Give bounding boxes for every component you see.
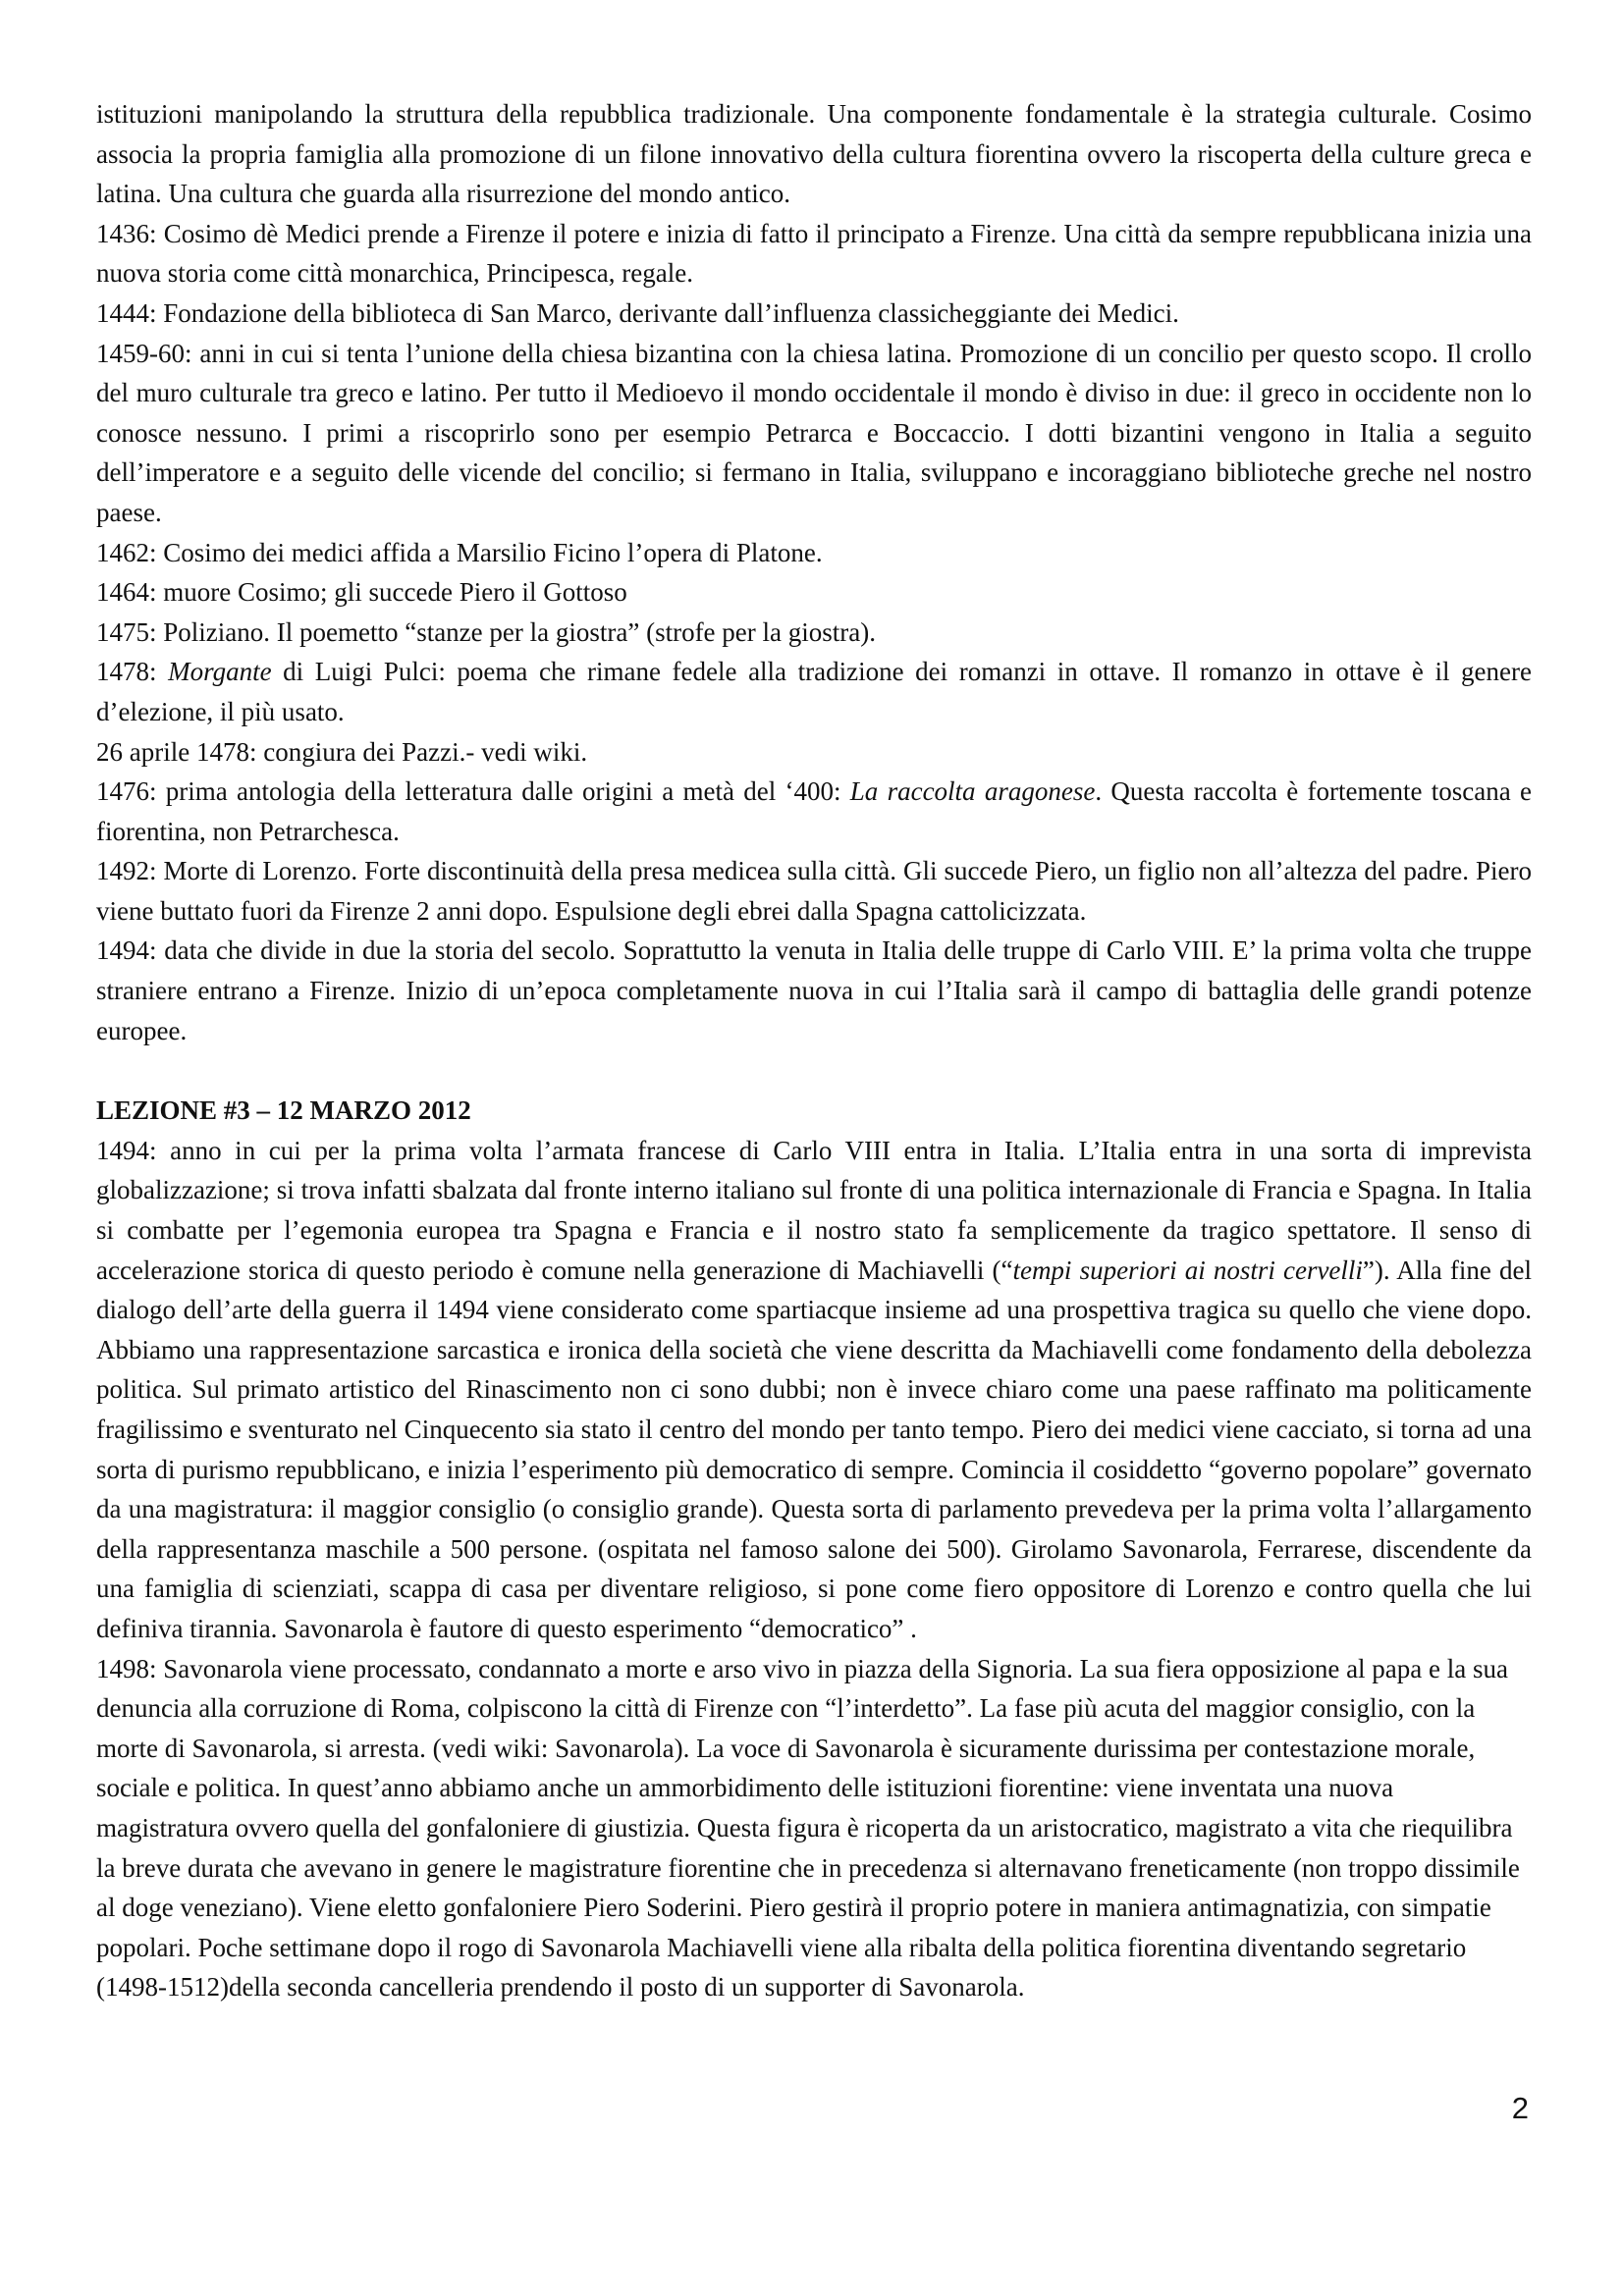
paragraph-lesson-1498: 1498: Savonarola viene processato, condannato a morte e arso vivo in piazza della Signoria. La sua fiera opposizione al papa e la sua denuncia alla corruzione di Roma, colpiscono la città di Firenze con “l’interdetto”. La fase più acuta del maggior consiglio, con la morte di Savonarola, si arresta. (vedi wiki: Savonarola). La voce di Savonarola è sicuramente durissima per contestazione morale, sociale e politica. In quest’anno abbiamo anche un ammorbidimento delle istituzioni fiorentine: viene inventata una nuova magistratura ovvero quella del gonfaloniere di giustizia. Questa figura è ricoperta da un aristocratico, magistrato a vita che riequilibra la breve durata che avevano in genere le magistrature fiorentine che in precedenza si alternavano freneticamente (non troppo dissimile al doge veneziano). Viene eletto gonfaloniere Piero Soderini. Piero gestirà il proprio potere in maniera antimagnatizia, con simpatie popolari. Poche settimane dopo il rogo di Savonarola Machiavelli viene alla ribalta della politica fiorentina diventando segretario (1498-1512)della seconda cancelleria prendendo il posto di un supporter di Savonarola. xyxy=(96,1653,1520,2002)
paragraph-1494: 1494: data che divide in due la storia del secolo. Soprattutto la venuta in Italia delle truppe di Carlo VIII. E’ la prima volta che truppe straniere entrano a Firenze. Inizio di un’epoca completamente nuova in cui l’Italia sarà il campo di battaglia delle grandi potenze europee. xyxy=(96,935,1532,1045)
text-1478-prefix: 1478: xyxy=(96,657,169,687)
quote-tempi-superiori: tempi superiori ai nostri cervelli xyxy=(1012,1255,1363,1285)
text-lesson-1494-b: ”). Alla fine del dialogo dell’arte della guerra il 1494 viene considerato come spartiacque insieme ad una prospettiva tragica su quello che viene dopo. Abbiamo una rappresentazione sarcastica e ironica della società che viene descritta da Machiavelli come fondamento della debolezza politica. Sul primato artistico del Rinascimento non ci sono dubbi; non è invece chiaro come una paese raffinato ma politicamente fragilissimo e sventurato nel Cinquecento sia stato il centro del mondo per tanto tempo. Piero dei medici viene cacciato, si torna ad una sorta di purismo repubblicano, e inizia l’esperimento più democratico di sempre. Comincia il cosiddetto “governo popolare” governato da una magistratura: il maggior consiglio (o consiglio grande). Questa sorta di parlamento prevedeva per la prima volta l’allargamento della rappresentanza maschile a 500 persone. (ospitata nel famoso salone dei 500). Girolamo Savonarola, Ferrarese, discendente da una famiglia di scienziati, scappa di casa per diventare religioso, si pone come fiero oppositore di Lorenzo e contro quella che lui definiva tirannia. Savonarola è fautore di questo esperimento “democratico” . xyxy=(96,1255,1532,1643)
page-body xyxy=(96,94,1532,2007)
text-1476-prefix: 1476: prima antologia della letteratura dalle origini a metà del ‘400: xyxy=(96,776,850,807)
paragraph-lesson-1494 xyxy=(96,1131,1532,1649)
paragraph-1478 xyxy=(96,652,1532,731)
title-morgante: Morgante xyxy=(168,657,272,687)
lesson-heading: LEZIONE #3 – 12 MARZO 2012 xyxy=(96,1095,471,1126)
paragraph-intro: istituzioni manipolando la struttura della repubblica tradizionale. Una componente fondamentale è la strategia culturale. Cosimo associa la propria famiglia alla promozione di un filone innovativo della cultura fiorentina ovvero la riscoperta della culture greca e latina. Una cultura che guarda alla risurrezione del mondo antico. xyxy=(96,99,1532,209)
paragraph-1476 xyxy=(96,772,1532,851)
page-number: 2 xyxy=(1511,2091,1529,2125)
text-1476-rest: . Questa raccolta è fortemente toscana e fiorentina, non Petrarchesca. xyxy=(96,776,1532,846)
text-lesson-1494-a: 1494: anno in cui per la prima volta l’armata francese di Carlo VIII entra in Italia. L’Italia entra in una sorta di imprevista globalizzazione; si trova infatti sbalzata dal fronte interno italiano sul fronte di una politica internazionale di Francia e Spagna. In Italia si combatte per l’egemonia europea tra Spagna e Francia e il nostro stato fa semplicemente da tragico spettatore. Il senso di accelerazione storica di questo periodo è comune nella generazione di Machiavelli (“ xyxy=(96,1135,1532,1285)
paragraph-1444: 1444: Fondazione della biblioteca di San Marco, derivante dall’influenza classicheggiante dei Medici. xyxy=(96,297,1179,328)
text-1478-rest: di Luigi Pulci: poema che rimane fedele alla tradizione dei romanzi in ottave. Il romanzo in ottave è il genere d’elezione, il più usato. xyxy=(96,657,1532,726)
paragraph-1436: 1436: Cosimo dè Medici prende a Firenze il potere e inizia di fatto il principato a Firenze. Una città da sempre repubblicana inizia una nuova storia come città monarchica, Principesca, regale. xyxy=(96,218,1532,289)
paragraph-1459: 1459-60: anni in cui si tenta l’unione della chiesa bizantina con la chiesa latina. Promozione di un concilio per questo scopo. Il crollo del muro culturale tra greco e latino. Per tutto il Medioevo il mondo occidentale il mondo è diviso in due: il greco in occidente non lo conosce nessuno. I primi a riscoprirlo sono per esempio Petrarca e Boccaccio. I dotti bizantini vengono in Italia a seguito dell’imperatore e a seguito delle vicende del concilio; si fermano in Italia, sviluppano e incoraggiano biblioteche greche nel nostro paese. xyxy=(96,338,1532,527)
paragraph-1492: 1492: Morte di Lorenzo. Forte discontinuità della presa medicea sulla città. Gli succede Piero, un figlio non all’altezza del padre. Piero viene buttato fuori da Firenze 2 anni dopo. Espulsione degli ebrei dalla Spagna cattolicizzata. xyxy=(96,856,1532,926)
paragraph-1478-pazzi: 26 aprile 1478: congiura dei Pazzi.- vedi wiki. xyxy=(96,736,588,767)
title-raccolta-aragonese: La raccolta aragonese xyxy=(849,776,1096,807)
paragraph-1462: 1462: Cosimo dei medici affida a Marsilio Ficino l’opera di Platone. xyxy=(96,537,823,567)
paragraph-1464: 1464: muore Cosimo; gli succede Piero il Gottoso xyxy=(96,577,627,608)
paragraph-1475: 1475: Poliziano. Il poemetto “stanze per la giostra” (strofe per la giostra). xyxy=(96,616,876,647)
